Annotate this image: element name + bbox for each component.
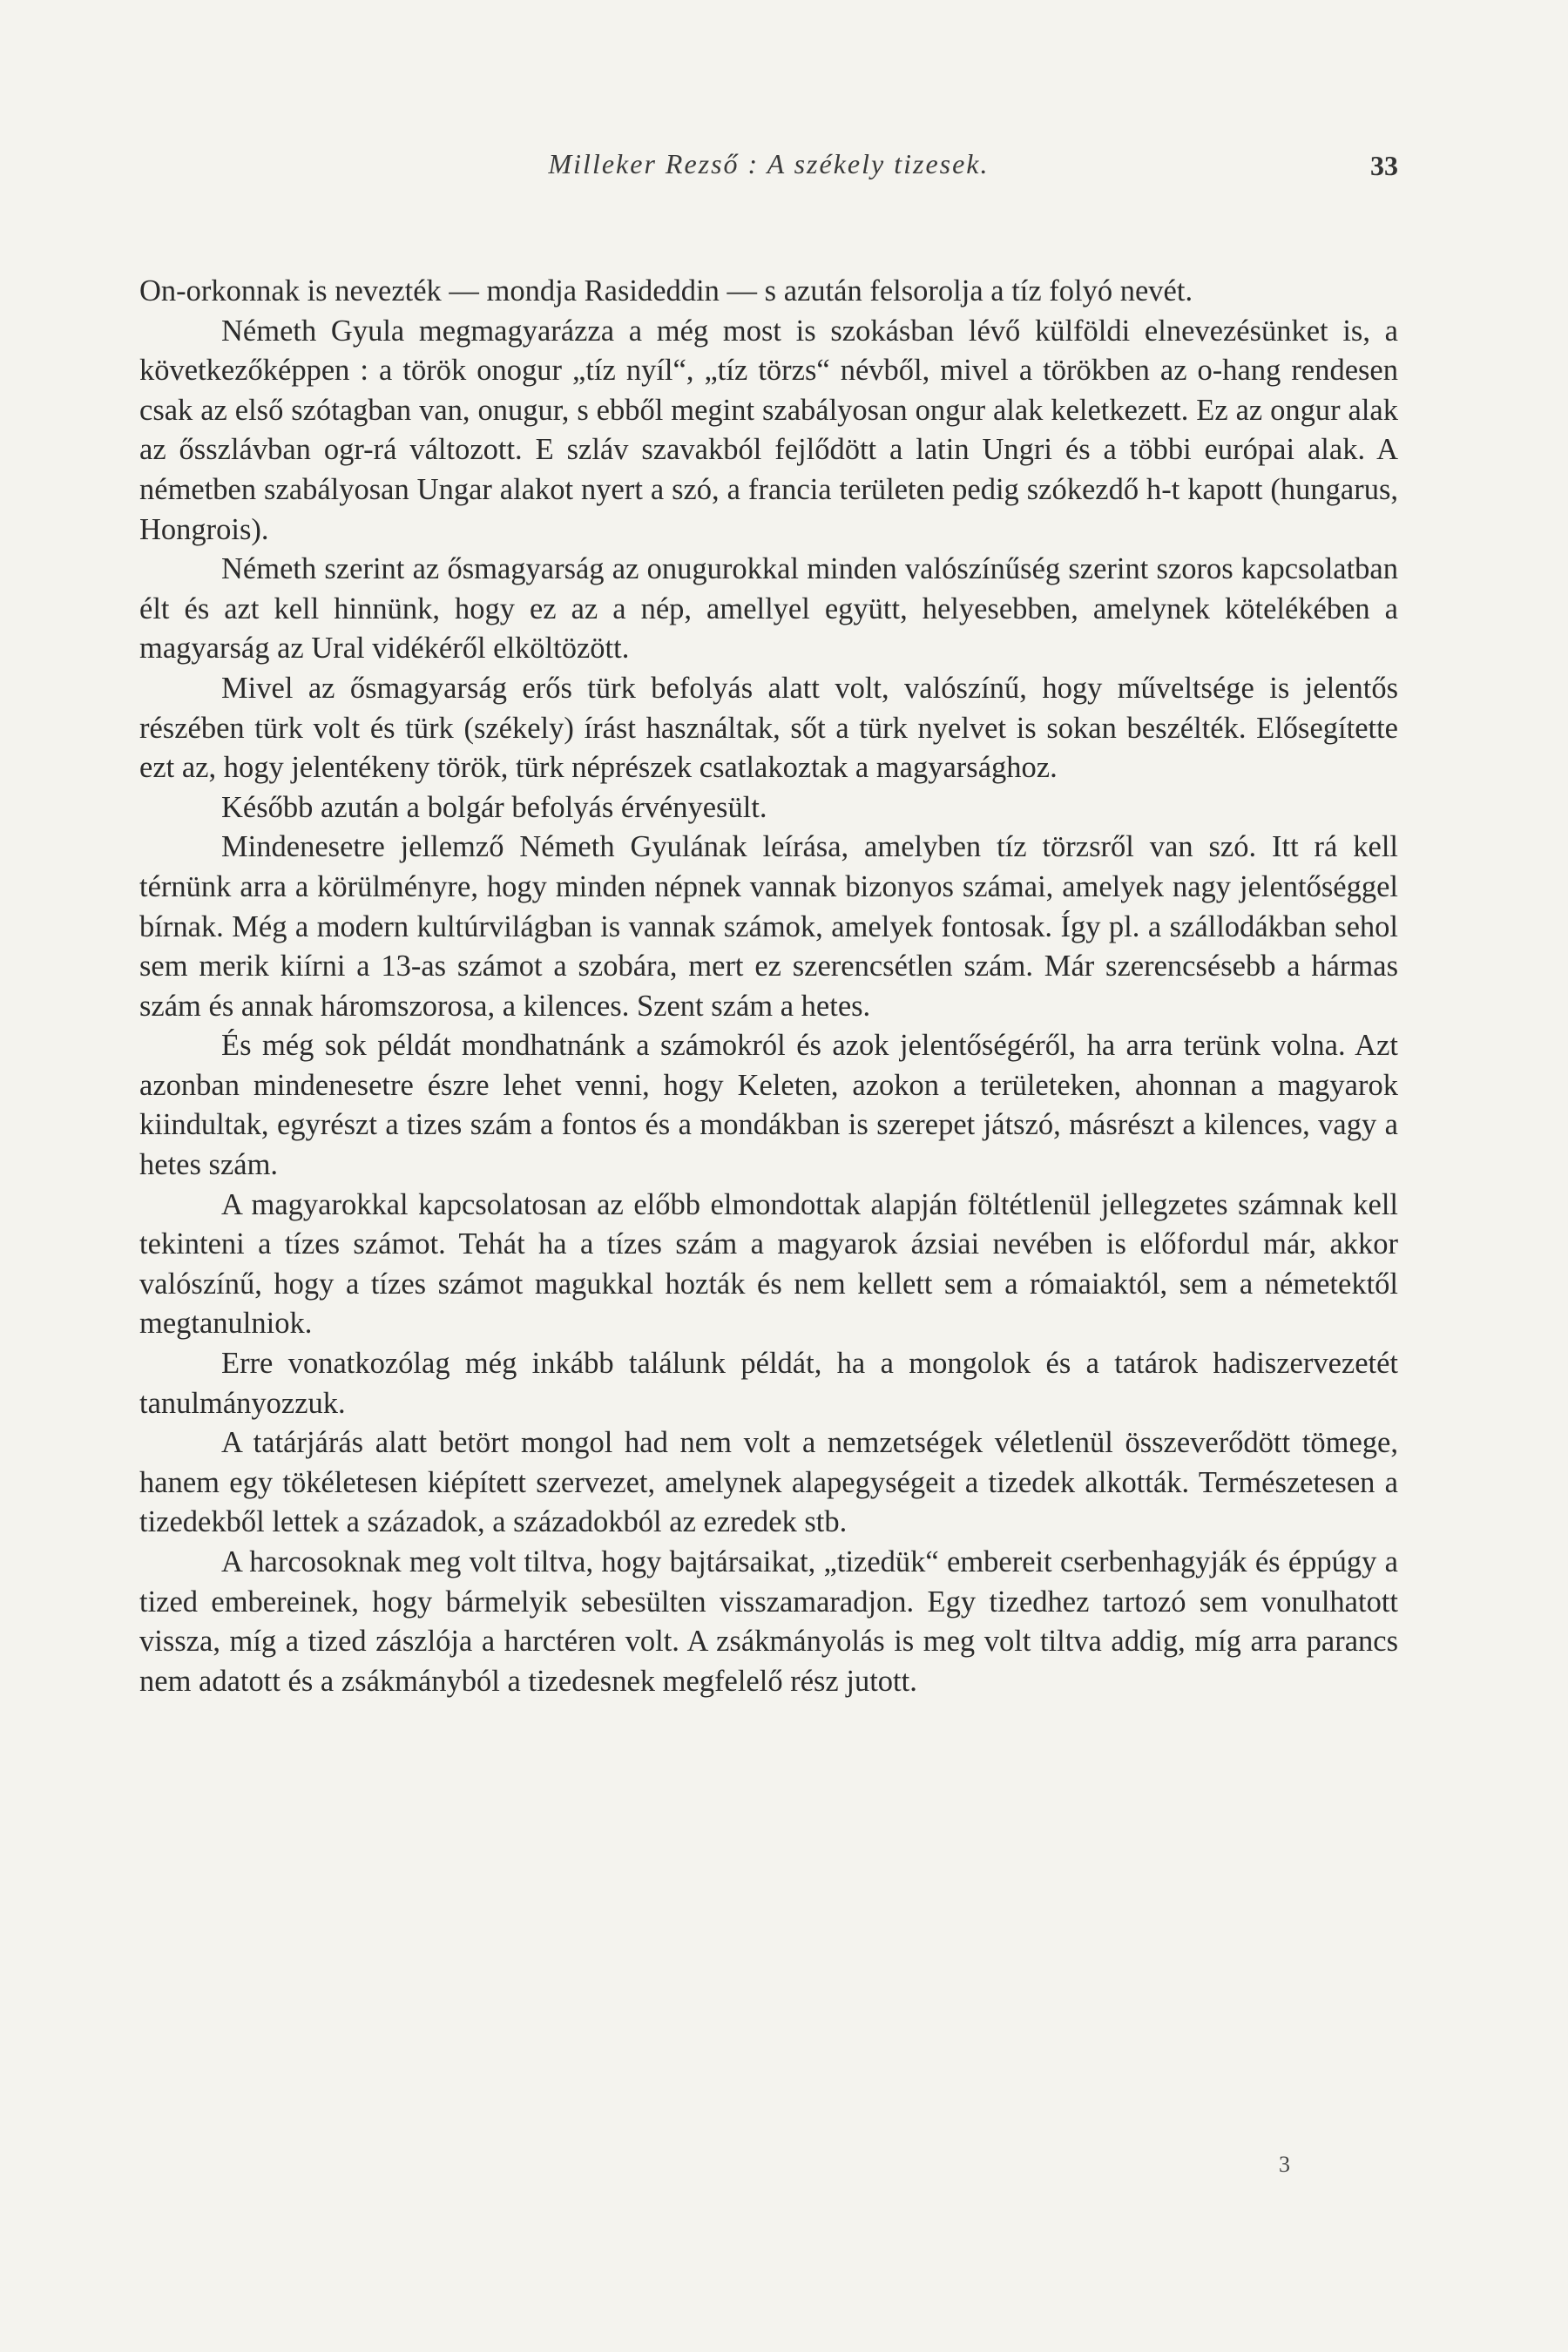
paragraph: Mindenesetre jellemző Németh Gyulának leírása, amelyben tíz törzsről van szó. Itt rá kell térnünk arra a körülményre, hogy minden népnek vannak bizonyos számai, amelyek nagy jelentőséggel bírnak. Még a modern kultúrvilágban is vannak számok, amelyek fontosak. Így pl. a szállodákban sehol sem merik kiírni a 13-as számot a szobára, mert ez szerencsétlen szám. Már szerencsésebb a hármas szám és annak háromszorosa, a kilences. Szent szám a hetes. [139, 830, 1398, 1023]
paragraph: Mivel az ősmagyarság erős türk befolyás alatt volt, valószínű, hogy műveltsége is jelentős részében türk volt és türk (székely) írást használtak, sőt a türk nyelvet is sokan beszélték. Elősegítette ezt az, hogy jelentékeny török, türk néprészek csatlakoztak a magyarsághoz. [139, 671, 1398, 785]
paragraph: Később azután a bolgár befolyás érvényesült. [221, 790, 767, 824]
signature-mark: 3 [1279, 2152, 1290, 2177]
body-text [139, 272, 1398, 1701]
paragraph: Németh Gyula megmagyarázza a még most is szokásban lévő külföldi elnevezésünket is, a következőképpen : a török onogur „tíz nyíl“, „tíz törzs“ névből, mivel a törökben az o-hang rendesen csak az első szótagban van, onugur, s ebből megint szabályosan ongur alak keletkezett. Ez az ongur alak az ősszlávban ogr-rá változott. E szláv szavakból fejlődött a latin Ungri és a többi európai alak. A németben szabályosan Ungar alakot nyert a szó, a francia területen pedig szókezdő h-t kapott (hungarus, Hongrois). [139, 314, 1398, 546]
paragraph: A magyarokkal kapcsolatosan az előbb elmondottak alapján föltétlenül jellegzetes számnak kell tekinteni a tízes számot. Tehát ha a tízes szám a magyarok ázsiai nevében is előfordul már, akkor valószínű, hogy a tízes számot magukkal hozták és nem kellett sem a rómaiaktól, sem a németektől megtanulniok. [139, 1187, 1398, 1341]
paragraph: On-orkonnak is nevezték — mondja Rasideddin — s azután felsorolja a tíz folyó nevét. [139, 274, 1193, 308]
page-number: 33 [1370, 150, 1398, 181]
running-head [139, 148, 1398, 192]
paragraph: Németh szerint az ősmagyarság az onugurokkal minden valószínűség szerint szoros kapcsolatban élt és azt kell hinnünk, hogy ez az a nép, amellyel együtt, helyesebben, amelynek kötelékében a magyarság az Ural vidékéről elköltözött. [139, 552, 1398, 666]
paragraph: A harcosoknak meg volt tiltva, hogy bajtársaikat, „tizedük“ embereit cserbenhagyják és éppúgy a tized embereinek, hogy bármelyik sebesülten visszamaradjon. Egy tizedhez tartozó sem vonulhatott vissza, míg a tized zászlója a harctéren volt. A zsákmányolás is meg volt tiltva addig, míg arra parancs nem adatott és a zsákmányból a tizedesnek megfelelő rész jutott. [139, 1545, 1398, 1698]
paragraph: És még sok példát mondhatnánk a számokról és azok jelentőségéről, ha arra terünk volna. Azt azonban mindenesetre észre lehet venni, hogy Keleten, azokon a területeken, ahonnan a magyarok kiindultak, egyrészt a tizes szám a fontos és a mondákban is szerepet játszó, másrészt a kilences, vagy a hetes szám. [139, 1029, 1398, 1182]
paragraph: A tatárjárás alatt betört mongol had nem volt a nemzetségek véletlenül összeverődött tömege, hanem egy tökéletesen kiépített szervezet, amelynek alapegységeit a tizedek alkották. Természetesen a tizedekből lettek a századok, a századokból az ezredek stb. [139, 1426, 1398, 1539]
running-title: Milleker Rezső : A székely tizesek. [548, 148, 990, 179]
paragraph: Erre vonatkozólag még inkább találunk példát, ha a mongolok és a tatárok hadiszervezetét tanulmányozzuk. [139, 1347, 1398, 1420]
